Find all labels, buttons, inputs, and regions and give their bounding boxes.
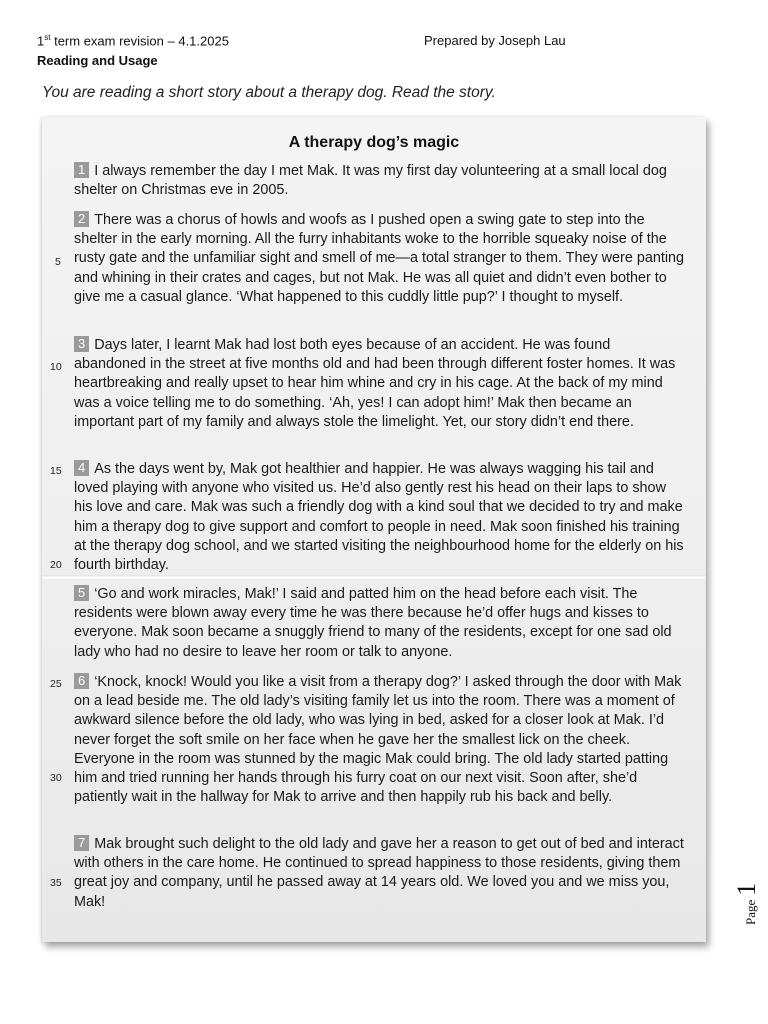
line-number: 35 [50, 877, 62, 889]
paragraph-3 [74, 336, 686, 432]
paragraph-text: ‘Knock, knock! Would you like a visit from a therapy dog?’ I asked through the door with Mak on a lead beside me. The old lady’s visiting family let us into the room. There was a moment of awkward silence before the old lady, who was lying in bed, asked for a closer look at Mak. I’d never forget the soft smile on her face when he gave her the smallest lick on the cheek. Everyone in the room was stunned by the magic Mak could bring. The old lady started patting him and tried running her hands through his furry coat on our next visit. Soon after, she’d patiently wait in the hallway for Mak to arrive and then happily rub his back and belly. [74, 674, 682, 806]
paragraph-5 [74, 585, 686, 662]
term-number: 1 [37, 33, 45, 49]
exam-title: term exam revision – 4.1.2025 [50, 33, 229, 49]
page-footer [732, 883, 762, 925]
line-number: 10 [50, 361, 62, 373]
paragraph-number: 1 [74, 162, 89, 178]
exam-header [37, 33, 229, 48]
section-heading: Reading and Usage [37, 53, 158, 68]
paragraph-number: 3 [74, 336, 89, 352]
paragraph-number: 6 [74, 673, 89, 689]
line-number: 15 [50, 465, 62, 477]
line-number: 25 [50, 678, 62, 690]
paragraph-4 [74, 460, 686, 575]
paragraph-7 [74, 835, 686, 912]
paragraph-text: Mak brought such delight to the old lady and gave her a reason to get out of bed and interact with others in the care home. He continued to spread happiness to those residents, giving them great joy and company, until he passed away at 14 years old. We loved you and we miss you, Mak! [74, 836, 684, 910]
line-number: 30 [50, 772, 62, 784]
page-number: 1 [732, 882, 761, 896]
paragraph-1 [74, 162, 686, 200]
line-number: 5 [55, 256, 61, 268]
line-number: 20 [50, 559, 62, 571]
paragraph-text: Days later, I learnt Mak had lost both eyes because of an accident. He was found abandoned in the street at five months old and had been through different foster homes. It was heartbreaking and really upset to hear him whine and cry in his cage. At the back of my mind was a voice telling me to do something. ‘Ah, yes! I can adopt him!’ Mak then became an important part of my family and always stole the limelight. Yet, our story didn’t end there. [74, 337, 676, 430]
page-label: Page [743, 899, 758, 925]
term-superscript: st [44, 33, 51, 42]
author-line: Prepared by Joseph Lau [424, 33, 566, 48]
instruction-text: You are reading a short story about a therapy dog. Read the story. [42, 84, 496, 101]
paragraph-text: As the days went by, Mak got healthier and happier. He was always wagging his tail and loved playing with anyone who visited us. He’d also gently rest his head on their laps to show his love and care. Mak was such a friendly dog with a kind soul that we decided to try and make him a therapy dog to give support and comfort to people in need. Mak soon finished his training at the therapy dog school, and we started visiting the neighbourhood home for the elderly on his fourth birthday. [74, 461, 684, 574]
paragraph-text: I always remember the day I met Mak. It was my first day volunteering at a small local dog shelter on Christmas eve in 2005. [74, 163, 667, 199]
paragraph-2 [74, 211, 686, 307]
paragraph-number: 7 [74, 835, 89, 851]
story-title: A therapy dog’s magic [288, 134, 460, 151]
paragraph-6 [74, 673, 686, 807]
paragraph-number: 4 [74, 460, 89, 476]
paragraph-number: 5 [74, 585, 89, 601]
paragraph-text: There was a chorus of howls and woofs as I pushed open a swing gate to step into the shelter in the early morning. All the furry inhabitants woke to the horrible squeaky noise of the rusty gate and the unfamiliar sight and smell of me—a total stranger to them. They were panting and whining in their crates and cages, but not Mak. He was all quiet and didn’t even bother to give me a casual glance. ‘What happened to this cuddly little pup?’ I thought to myself. [74, 212, 685, 305]
panel-divider [42, 575, 706, 579]
paragraph-number: 2 [74, 211, 89, 227]
paragraph-text: ‘Go and work miracles, Mak!’ I said and patted him on the head before each visit. The residents were blown away every time he was there because he’d offer hugs and kisses to everyone. Mak soon became a snuggly friend to many of the residents, except for one sad old lady who had no desire to leave her room or talk to anyone. [74, 586, 672, 660]
